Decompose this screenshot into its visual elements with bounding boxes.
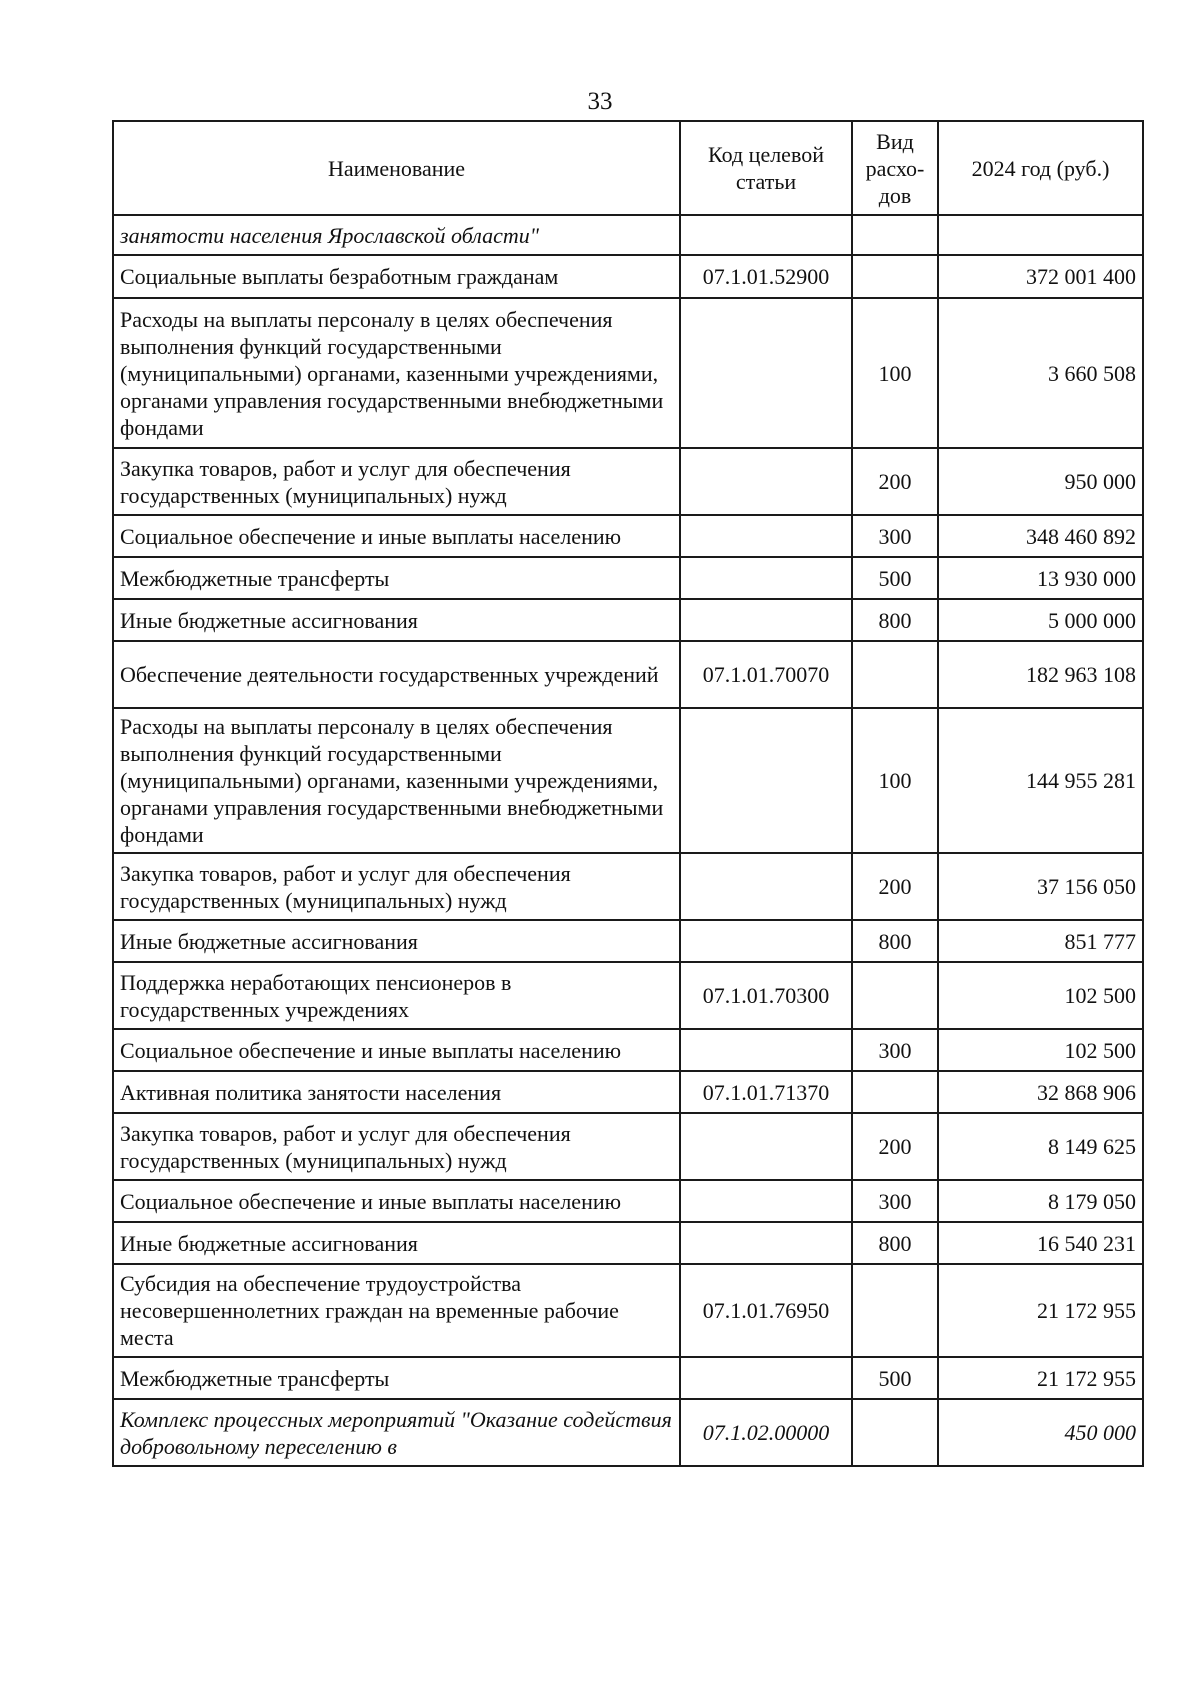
code-cell	[680, 599, 852, 641]
amount-cell: 450 000	[938, 1399, 1143, 1466]
code-cell	[680, 1113, 852, 1180]
code-cell	[680, 557, 852, 599]
code-cell	[680, 515, 852, 557]
name-cell: Социальное обеспечение и иные выплаты населению	[113, 1180, 680, 1222]
table-row	[113, 1399, 1143, 1466]
name-cell: Закупка товаров, работ и услуг для обеспечения государственных (муниципальных) нужд	[113, 853, 680, 920]
header-type: Вид расхо-дов	[852, 121, 938, 215]
code-cell	[680, 853, 852, 920]
table-row	[113, 1029, 1143, 1071]
table-row	[113, 255, 1143, 298]
code-cell	[680, 1222, 852, 1264]
name-cell: Обеспечение деятельности государственных учреждений	[113, 641, 680, 708]
amount-cell: 16 540 231	[938, 1222, 1143, 1264]
name-cell: Закупка товаров, работ и услуг для обеспечения государственных (муниципальных) нужд	[113, 1113, 680, 1180]
type-cell	[852, 641, 938, 708]
type-cell: 300	[852, 515, 938, 557]
name-cell: Расходы на выплаты персоналу в целях обеспечения выполнения функций государственными (муниципальными) органами, казенными учреждениями, органами управления государственными внебюджетными фондами	[113, 298, 680, 448]
type-cell	[852, 215, 938, 255]
table-row	[113, 515, 1143, 557]
table-row	[113, 1222, 1143, 1264]
header-amount: 2024 год (руб.)	[938, 121, 1143, 215]
type-cell	[852, 962, 938, 1029]
amount-cell: 182 963 108	[938, 641, 1143, 708]
code-cell	[680, 448, 852, 515]
type-cell	[852, 1071, 938, 1113]
table-row	[113, 853, 1143, 920]
table-row	[113, 1264, 1143, 1357]
amount-cell: 372 001 400	[938, 255, 1143, 298]
table-row	[113, 557, 1143, 599]
name-cell: Иные бюджетные ассигнования	[113, 599, 680, 641]
code-cell	[680, 215, 852, 255]
header-code: Код целевой статьи	[680, 121, 852, 215]
name-cell: Социальное обеспечение и иные выплаты населению	[113, 515, 680, 557]
table-row	[113, 920, 1143, 962]
amount-cell: 3 660 508	[938, 298, 1143, 448]
table-row	[113, 298, 1143, 448]
type-cell: 800	[852, 920, 938, 962]
table-row	[113, 1357, 1143, 1399]
amount-cell	[938, 215, 1143, 255]
type-cell	[852, 1264, 938, 1357]
name-cell: Закупка товаров, работ и услуг для обеспечения государственных (муниципальных) нужд	[113, 448, 680, 515]
type-cell: 300	[852, 1180, 938, 1222]
code-cell: 07.1.01.70300	[680, 962, 852, 1029]
amount-cell: 102 500	[938, 1029, 1143, 1071]
budget-table	[112, 120, 1144, 1467]
name-cell: Расходы на выплаты персоналу в целях обеспечения выполнения функций государственными (муниципальными) органами, казенными учреждениями, органами управления государственными внебюджетными фондами	[113, 708, 680, 853]
type-cell: 500	[852, 1357, 938, 1399]
amount-cell: 32 868 906	[938, 1071, 1143, 1113]
table-row	[113, 1113, 1143, 1180]
type-cell: 300	[852, 1029, 938, 1071]
type-cell: 200	[852, 1113, 938, 1180]
header-name: Наименование	[113, 121, 680, 215]
type-cell: 500	[852, 557, 938, 599]
type-cell	[852, 255, 938, 298]
name-cell: Социальные выплаты безработным гражданам	[113, 255, 680, 298]
table-row	[113, 641, 1143, 708]
code-cell	[680, 298, 852, 448]
page-number: 33	[587, 88, 613, 115]
name-cell: Социальное обеспечение и иные выплаты населению	[113, 1029, 680, 1071]
amount-cell: 5 000 000	[938, 599, 1143, 641]
amount-cell: 348 460 892	[938, 515, 1143, 557]
amount-cell: 144 955 281	[938, 708, 1143, 853]
type-cell: 100	[852, 298, 938, 448]
table-row	[113, 215, 1143, 255]
table-body	[113, 215, 1143, 1466]
code-cell	[680, 1029, 852, 1071]
amount-cell: 21 172 955	[938, 1357, 1143, 1399]
name-cell: Межбюджетные трансферты	[113, 1357, 680, 1399]
amount-cell: 102 500	[938, 962, 1143, 1029]
name-cell: Комплекс процессных мероприятий "Оказание содействия добровольному переселению в	[113, 1399, 680, 1466]
type-cell: 200	[852, 448, 938, 515]
name-cell: Иные бюджетные ассигнования	[113, 920, 680, 962]
code-cell: 07.1.01.52900	[680, 255, 852, 298]
type-cell	[852, 1399, 938, 1466]
type-cell: 800	[852, 1222, 938, 1264]
table-row	[113, 1071, 1143, 1113]
table-row	[113, 1180, 1143, 1222]
name-cell: Межбюджетные трансферты	[113, 557, 680, 599]
name-cell: занятости населения Ярославской области"	[113, 215, 680, 255]
name-cell: Активная политика занятости населения	[113, 1071, 680, 1113]
code-cell: 07.1.02.00000	[680, 1399, 852, 1466]
amount-cell: 851 777	[938, 920, 1143, 962]
name-cell: Субсидия на обеспечение трудоустройства несовершеннолетних граждан на временные рабочие места	[113, 1264, 680, 1357]
code-cell	[680, 1180, 852, 1222]
table-row	[113, 962, 1143, 1029]
type-cell: 200	[852, 853, 938, 920]
amount-cell: 21 172 955	[938, 1264, 1143, 1357]
name-cell: Иные бюджетные ассигнования	[113, 1222, 680, 1264]
table-row	[113, 448, 1143, 515]
amount-cell: 8 179 050	[938, 1180, 1143, 1222]
code-cell: 07.1.01.76950	[680, 1264, 852, 1357]
type-cell: 800	[852, 599, 938, 641]
amount-cell: 37 156 050	[938, 853, 1143, 920]
code-cell	[680, 708, 852, 853]
table-header-row	[113, 121, 1143, 215]
name-cell: Поддержка неработающих пенсионеров в государственных учреждениях	[113, 962, 680, 1029]
code-cell	[680, 1357, 852, 1399]
code-cell	[680, 920, 852, 962]
code-cell: 07.1.01.70070	[680, 641, 852, 708]
type-cell: 100	[852, 708, 938, 853]
table-row	[113, 599, 1143, 641]
code-cell: 07.1.01.71370	[680, 1071, 852, 1113]
amount-cell: 950 000	[938, 448, 1143, 515]
amount-cell: 8 149 625	[938, 1113, 1143, 1180]
table-row	[113, 708, 1143, 853]
amount-cell: 13 930 000	[938, 557, 1143, 599]
